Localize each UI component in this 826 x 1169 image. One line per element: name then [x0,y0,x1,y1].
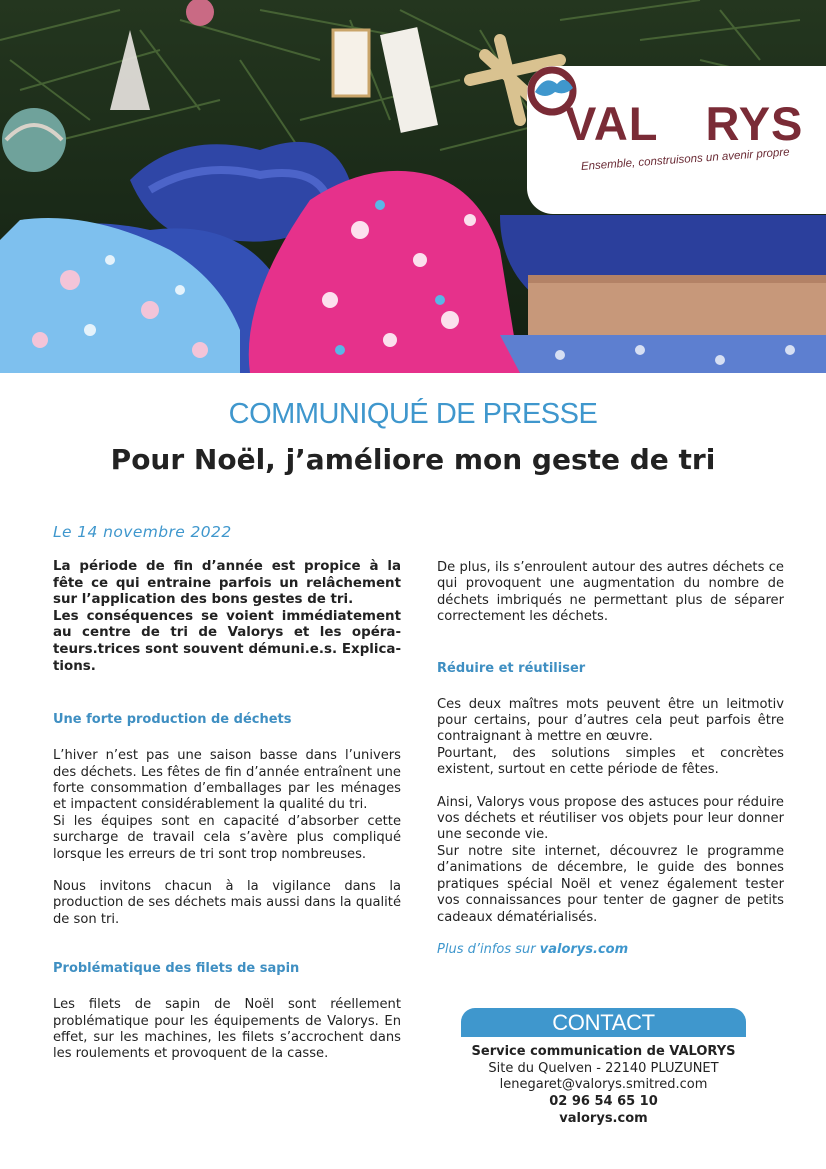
logo-card [527,66,826,214]
contact-heading-bar: CONTACT [461,1008,746,1037]
contact-phone[interactable]: 02 96 54 65 10 [549,1094,658,1110]
paragraph: Ainsi, Valorys vous propose des astuces pour réduire vos déchets et réutiliser vos objets pour leur donner une seconde vie. [437,794,784,843]
lead-paragraph-1: La période de fin d’année est propice à la fête ce qui entraine parfois un relâchement sur l’application des bons gestes de tri. [53,559,401,608]
paragraph: Nous invitons chacun à la vigilance dans la production de ses déchets mais aussi dans la qualité de son tri. [53,879,401,927]
contact-address: Site du Quelven - 22140 PLUZUNET [488,1060,719,1076]
contact-email[interactable]: lenegaret@valorys.smitred.com [499,1077,708,1093]
left-column [53,559,401,1063]
paragraph: Sur notre site internet, découvrez le programme d’animations de décembre, le guide des bonnes pratiques spécial Noël et venez également tester vos connaissances pour tenter de gagner de petits cadeaux dématérialisés. [437,843,784,925]
press-release-kicker: COMMUNIQUÉ DE PRESSE [228,398,598,430]
section-heading-reduire: Réduire et réutiliser [437,660,586,676]
paragraph: L’hiver n’est pas une saison basse dans l’univers des déchets. Les fêtes de fin d’année entraînent une forte consommation d’emballages par les ménages et impactent considérablement la qualité du tri. [53,748,401,813]
paragraph: Si les équipes sont en capacité d’absorber cette surcharge de travail cela s’avère plus compliqué lorsque les erreurs de tri sont trop nombreuses. [53,813,401,862]
lead-paragraph-2: Les conséquences se voient immédiatement au centre de tri de Valorys et les opérateurs.trices sont souvent démuni.e.s. Explications. [53,608,401,674]
contact-website[interactable]: valorys.com [559,1110,648,1126]
paragraph: Les filets de sapin de Noël sont réellement problématique pour les équipements de Valorys. En effet, sur les machines, les filets s’accrochent dans les roulements et provoquent de la casse. [53,997,401,1062]
publication-date: Le 14 novembre 2022 [53,523,232,541]
logo-wordmark [565,96,803,151]
contact-block [461,1044,746,1128]
paragraph: De plus, ils s’enroulent autour des autres déchets ce qui provoquent une augmentation du nombre de déchets imbriqués ne permettant plus de séparer correctement les déchets. [437,560,784,625]
logo-tagline: Ensemble, construisons un avenir propre [580,146,790,173]
logo-swirl-icon [527,66,577,116]
more-info-prefix: Plus d’infos sur [437,941,540,957]
paragraph: Ces deux maîtres mots peuvent être un leitmotiv pour certains, pour d’autres cela peut parfois être contraignant à mettre en œuvre. [437,696,784,745]
contact-organization: Service communication de VALORYS [471,1044,736,1059]
paragraph: Pourtant, des solutions simples et concrètes existent, surtout en cette période de fêtes. [437,745,784,778]
hero-photo [0,0,826,373]
page-title: Pour Noël, j’améliore mon geste de tri [110,443,716,476]
section-heading-filets: Problématique des filets de sapin [53,961,300,977]
more-info-line [437,942,784,958]
cardboard-box [528,275,826,335]
logo-wordmark-left: VAL [565,97,659,150]
ornament-ball [2,108,66,172]
more-info-link[interactable]: valorys.com [539,941,629,957]
right-column [437,560,784,958]
section-heading-production: Une forte production de déchets [53,712,292,728]
logo-wordmark-right: RYS [705,97,804,150]
